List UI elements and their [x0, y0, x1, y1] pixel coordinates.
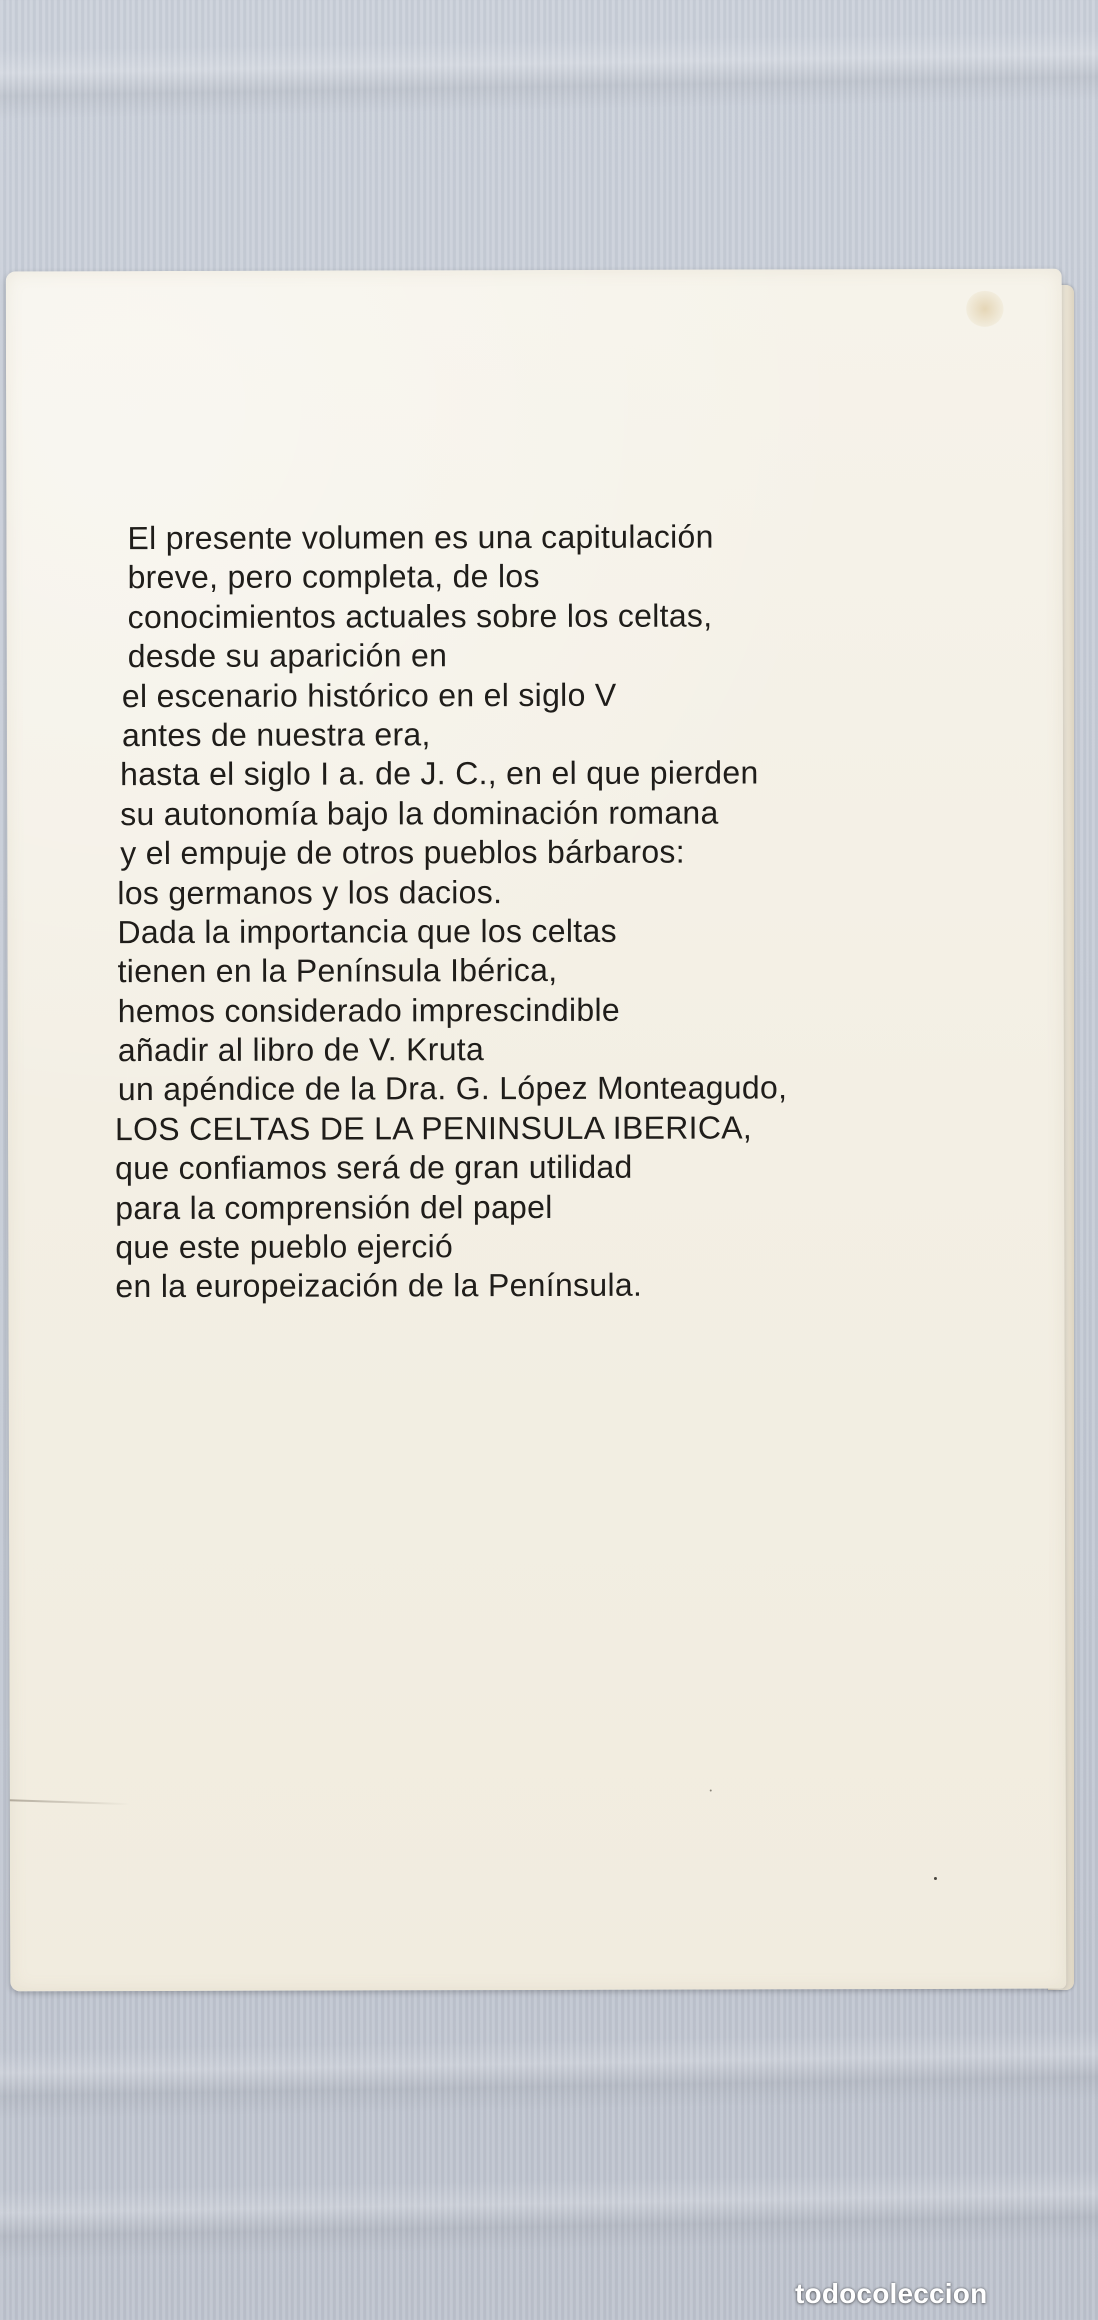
blurb-line: tienen en la Península Ibérica,	[117, 952, 558, 990]
blurb-line: el escenario histórico en el siglo V	[121, 676, 617, 714]
blurb-line: en la europeización de la Península.	[115, 1267, 643, 1305]
blurb-line: añadir al libro de V. Kruta	[117, 1031, 485, 1069]
blurb-line: para la comprensión del papel	[115, 1188, 553, 1226]
blurb-line: que este pueblo ejerció	[115, 1228, 454, 1266]
back-cover-blurb	[114, 517, 788, 1307]
cover-stain	[966, 291, 1004, 327]
blurb-line: El presente volumen es una capitulación	[127, 518, 714, 557]
blurb-line: Dada la importancia que los celtas	[117, 912, 617, 951]
watermark-logo: todocoleccion	[795, 2278, 988, 2309]
blurb-line: su autonomía bajo la dominación romana	[120, 794, 719, 832]
blurb-line: breve, pero completa, de los	[127, 558, 540, 596]
cover-scuff	[10, 1799, 130, 1805]
cloth-fold	[0, 2170, 1098, 2261]
blurb-line: hemos considerado imprescindible	[117, 991, 621, 1029]
blurb-line: hasta el siglo I a. de J. C., en el que pierden	[120, 754, 759, 793]
blurb-line: desde su aparición en	[127, 637, 448, 675]
blurb-line: LOS CELTAS DE LA PENINSULA IBERICA,	[114, 1109, 753, 1147]
cover-speck	[934, 1877, 937, 1880]
blurb-line: que confiamos será de gran utilidad	[115, 1148, 633, 1187]
cover-speck	[710, 1790, 712, 1792]
blurb-line: conocimientos actuales sobre los celtas,	[127, 597, 713, 635]
blurb-line: un apéndice de la Dra. G. López Monteagudo,	[117, 1069, 788, 1108]
blurb-line: y el empuje de otros pueblos bárbaros:	[120, 833, 685, 872]
blurb-line: antes de nuestra era,	[121, 716, 431, 754]
book-back-cover	[6, 269, 1066, 1992]
cloth-fold	[0, 30, 1098, 121]
blurb-line: los germanos y los dacios.	[117, 873, 503, 911]
cloth-fold	[0, 2030, 1098, 2121]
